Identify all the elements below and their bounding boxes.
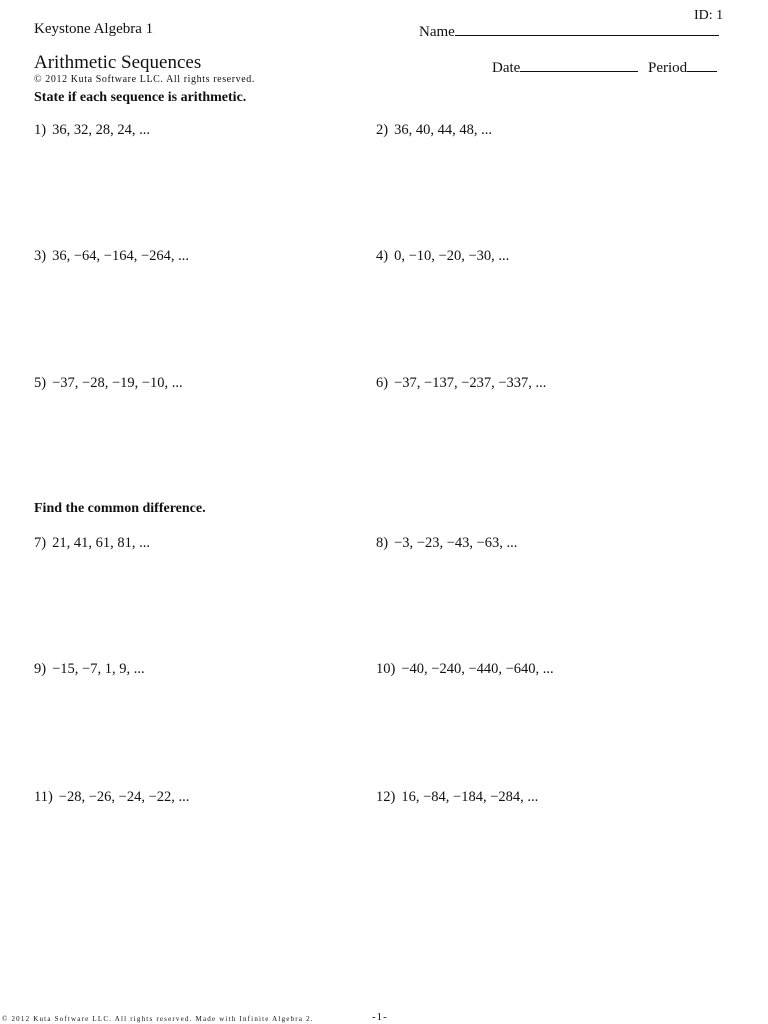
problem-item [34,661,145,678]
name-field [419,21,719,41]
footer-copyright: © 2012 Kuta Software LLC. All rights reserved. Made with Infinite Algebra 2. [2,1015,314,1023]
problem-item [34,248,189,265]
problem-item [34,375,183,392]
problem-item [376,122,492,139]
problem-text: −15, −7, 1, 9, ... [52,661,145,677]
date-field [492,57,638,77]
problem-text: −28, −26, −24, −22, ... [58,789,190,805]
problem-number: 10) [376,661,396,677]
problem-text: 0, −10, −20, −30, ... [394,248,510,264]
problem-text: 16, −84, −184, −284, ... [401,789,539,805]
problem-text: 36, −64, −164, −264, ... [52,248,190,264]
problem-item [34,789,189,806]
period-label: Period [648,60,688,76]
problem-text: −37, −137, −237, −337, ... [394,375,547,391]
date-blank [520,57,638,72]
problem-item [376,661,554,678]
problem-item [34,122,150,139]
problem-number: 12) [376,789,396,805]
problem-number: 11) [34,789,53,805]
problem-number: 2) [376,122,389,138]
problem-number: 7) [34,535,47,551]
page-title: Arithmetic Sequences [34,52,202,73]
name-blank [455,21,719,36]
name-label: Name [419,24,455,40]
problem-item [376,535,517,552]
problem-number: 8) [376,535,389,551]
page-number: -1- [372,1011,388,1023]
problem-item [376,248,509,265]
period-field [648,57,717,77]
problem-text: 21, 41, 61, 81, ... [52,535,150,551]
problem-text: 36, 32, 28, 24, ... [52,122,150,138]
problem-number: 5) [34,375,47,391]
problem-text: −3, −23, −43, −63, ... [394,535,518,551]
copyright-notice: © 2012 Kuta Software LLC. All rights reserved. [34,74,255,85]
problem-number: 6) [376,375,389,391]
problem-number: 4) [376,248,389,264]
problem-item [34,535,150,552]
worksheet-id: ID: 1 [694,8,724,23]
section-instruction: State if each sequence is arithmetic. [34,90,247,105]
problem-number: 9) [34,661,47,677]
section-instruction: Find the common difference. [34,501,206,516]
problem-text: −40, −240, −440, −640, ... [401,661,554,677]
problem-text: 36, 40, 44, 48, ... [394,122,492,138]
period-blank [687,57,717,72]
course-name: Keystone Algebra 1 [34,21,154,37]
problem-number: 1) [34,122,47,138]
problem-item [376,789,538,806]
problem-number: 3) [34,248,47,264]
date-label: Date [492,60,521,76]
problem-item [376,375,546,392]
problem-text: −37, −28, −19, −10, ... [52,375,183,391]
